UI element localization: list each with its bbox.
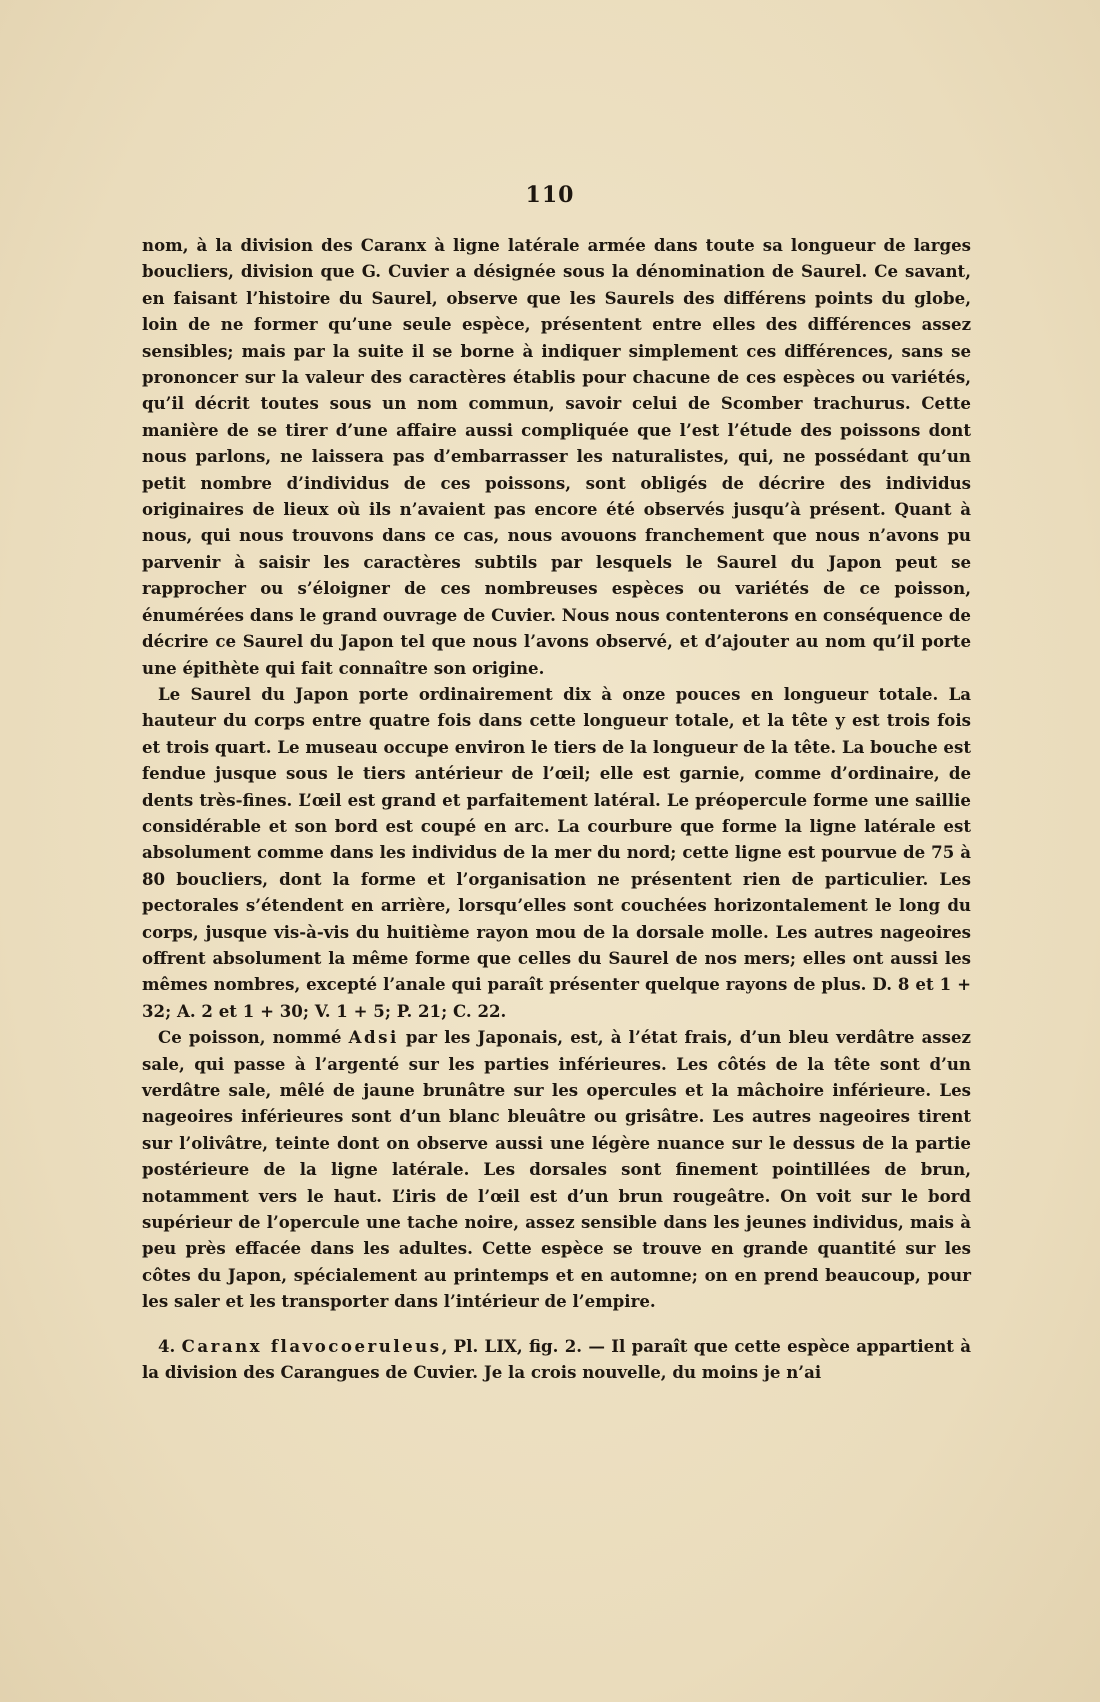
species-entry-4 [142,1333,971,1386]
species-name: Caranx flavocoeruleus [181,1335,442,1356]
species-entry-text: , Pl. LIX, fig. 2. — Il paraît que cette espèce appartient à la division des Carangues de Cuvier. Je la crois nouvelle, du moins je n’ai [142,1335,971,1383]
body-text [142,232,971,1385]
species-number: 4. [158,1335,176,1356]
page-number: 110 [525,182,575,208]
paragraph-3-start: Ce poisson, nommé [158,1027,349,1048]
paragraph-2: Le Saurel du Japon porte ordinairement dix à onze pouces en longueur totale. La hauteur du corps entre quatre fois dans cette longueur totale, et la tête y est trois fois et trois quart. Le museau occupe environ le tiers de la longueur de la tête. La bouche est fendue jusque sous le tiers antérieur de l’œil; elle est garnie, comme d’ordinaire, de dents très-fines. L’œil est grand et parfaitement latéral. Le préopercule forme une saillie considérable et son bord est coupé en arc. La courbure que forme la ligne latérale est absolument comme dans les individus de la mer du nord; cette ligne est pourvue de 75 à 80 boucliers, dont la forme et l’organisation ne présentent rien de particulier. Les pectorales s’étendent en arrière, lorsqu’elles sont couchées horizontalement le long du corps, jusque vis-à-vis du huitième rayon mou de la dorsale molle. Les autres nageoires offrent absolument la même forme que celles du Saurel de nos mers; elles ont aussi les mêmes nombres, excepté l’anale qui paraît présenter quelque rayons de plus. D. 8 et 1 + 32; A. 2 et 1 + 30; V. 1 + 5; P. 21; C. 22. [142,683,971,1021]
fish-local-name: Adsi [348,1027,399,1048]
paragraph-1: nom, à la division des Caranx à ligne latérale armée dans toute sa longueur de larges boucliers, division que G. Cuvier a désignée sous la dénomination de Saurel. Ce savant, en faisant l’histoire du Saurel, observe que les Saurels des différens points du globe, loin de ne former qu’une seule espèce, présentent entre elles des différences assez sensibles; mais par la suite il se borne à indiquer simplement ces différences, sans se prononcer sur la valeur des caractères établis pour chacune de ces espèces ou variétés, qu’il décrit toutes sous un nom commun, savoir celui de Scomber trachurus. Cette manière de se tirer d’une affaire aussi compliquée que l’est l’étude des poissons dont nous parlons, ne laissera pas d’embarrasser les naturalistes, qui, ne possédant qu’un petit nombre d’individus de ces poissons, sont obligés de décrire des individus originaires de lieux où ils n’avaient pas encore été observés jusqu’à présent. Quant à nous, qui nous trouvons dans ce cas, nous avouons franchement que nous n’avons pu parvenir à saisir les caractères subtils par lesquels le Saurel du Japon peut se rapprocher ou s’éloigner de ces nombreuses espèces ou variétés de ce poisson, énumérées dans le grand ouvrage de Cuvier. Nous nous contenterons en conséquence de décrire ce Saurel du Japon tel que nous l’avons observé, et d’ajouter au nom qu’il porte une épithète qui fait connaître son origine. [142,235,971,678]
paragraph-3-rest: par les Japonais, est, à l’état frais, d’un bleu verdâtre assez sale, qui passe à l’argenté sur les parties inférieures. Les côtés de la tête sont d’un verdâtre sale, mêlé de jaune brunâtre sur les opercules et la mâchoire inférieure. Les nageoires inférieures sont d’un blanc bleuâtre ou grisâtre. Les autres nageoires tirent sur l’olivâtre, teinte dont on observe aussi une légère nuance sur le dessus de la partie postérieure de la ligne latérale. Les dorsales sont finement pointillées de brun, notamment vers le haut. L’iris de l’œil est d’un brun rougeâtre. On voit sur le bord supérieur de l’opercule une tache noire, assez sensible dans les jeunes individus, mais à peu près effacée dans les adultes. Cette espèce se trouve en grande quantité sur les côtes du Japon, spécialement au printemps et en automne; on en prend beaucoup, pour les saler et les transporter dans l’intérieur de l’empire. [142,1027,971,1312]
paragraph-3 [142,1024,971,1314]
